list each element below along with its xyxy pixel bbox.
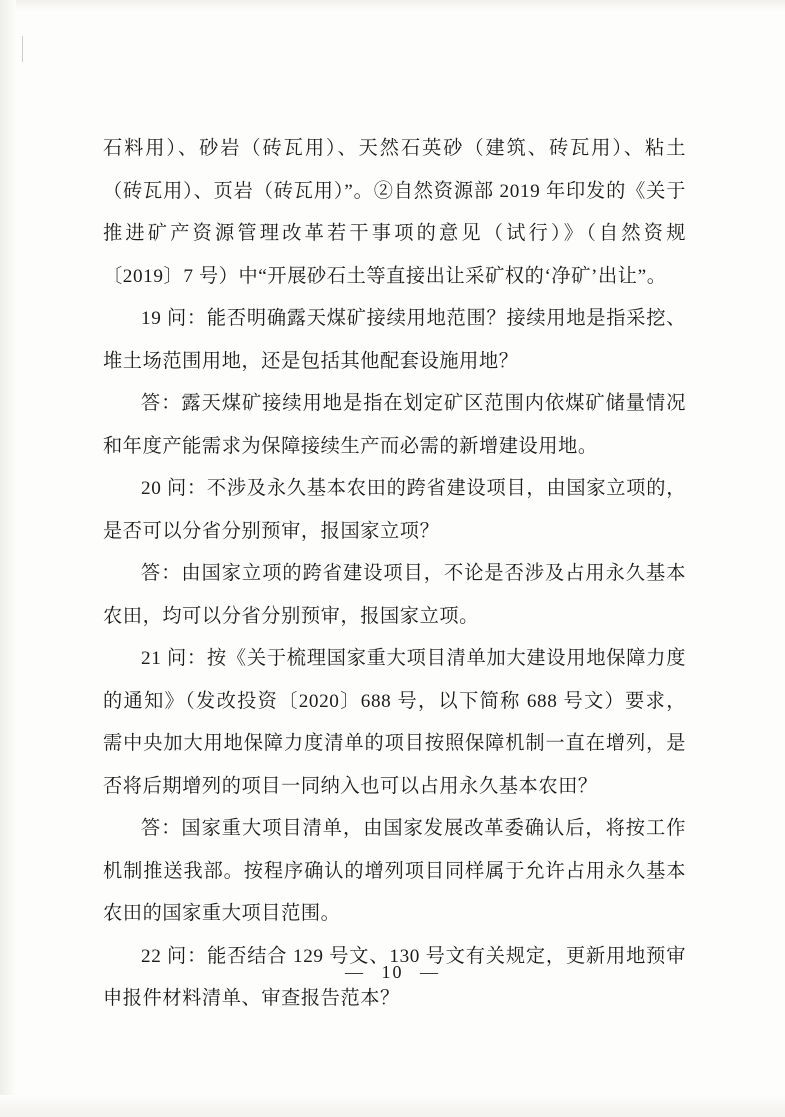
paragraph-answer-19: 答：露天煤矿接续用地是指在划定矿区范围内依煤矿储量情况和年度产能需求为保障接续生产而必需的新增建设用地。 [103,393,686,457]
document-body [103,128,686,1021]
scan-artifact-left [0,0,16,1117]
page-footer [0,962,785,983]
footer-dash-left: — [345,962,365,982]
paragraph-question-20: 20 问：不涉及永久基本农田的跨省建设项目，由国家立项的，是否可以分省分别预审，报国家立项？ [103,478,686,542]
paragraph-answer-20: 答：由国家立项的跨省建设项目，不论是否涉及占用永久基本农田，均可以分省分别预审，报国家立项。 [103,563,686,627]
paragraph-answer-21: 答：国家重大项目清单，由国家发展改革委确认后，将按工作机制推送我部。按程序确认的增列项目同样属于允许占用永久基本农田的国家重大项目范围。 [103,818,686,924]
paragraph-question-19: 19 问：能否明确露天煤矿接续用地范围？接续用地是指采挖、堆土场范围用地，还是包括其他配套设施用地？ [103,308,686,372]
scan-artifact-bottom [0,1095,785,1117]
paragraph-continued-16: 石料用）、砂岩（砖瓦用）、天然石英砂（建筑、砖瓦用）、粘土（砖瓦用）、页岩（砖瓦用）”。②自然资源部 2019 年印发的《关于推进矿产资源管理改革若干事项的意见（试行）》（自然资规〔2019〕7 号）中“开展砂石土等直接出让采矿权的‘净矿’出让”。 [103,138,686,287]
scan-artifact-top [0,0,785,10]
paragraph-question-22: 22 问：能否结合 129 号文、130 号文有关规定，更新用地预审申报件材料清单、审查报告范本？ [103,945,686,1009]
footer-dash-right: — [420,962,440,982]
scan-artifact-mark [22,36,23,62]
paragraph-question-21: 21 问：按《关于梳理国家重大项目清单加大建设用地保障力度的通知》（发改投资〔2020〕688 号，以下简称 688 号文）要求，需中央加大用地保障力度清单的项目按照保障机制一直在增列，是否将后期增列的项目一同纳入也可以占用永久基本农田？ [103,648,686,797]
page-number: 10 [381,962,404,982]
